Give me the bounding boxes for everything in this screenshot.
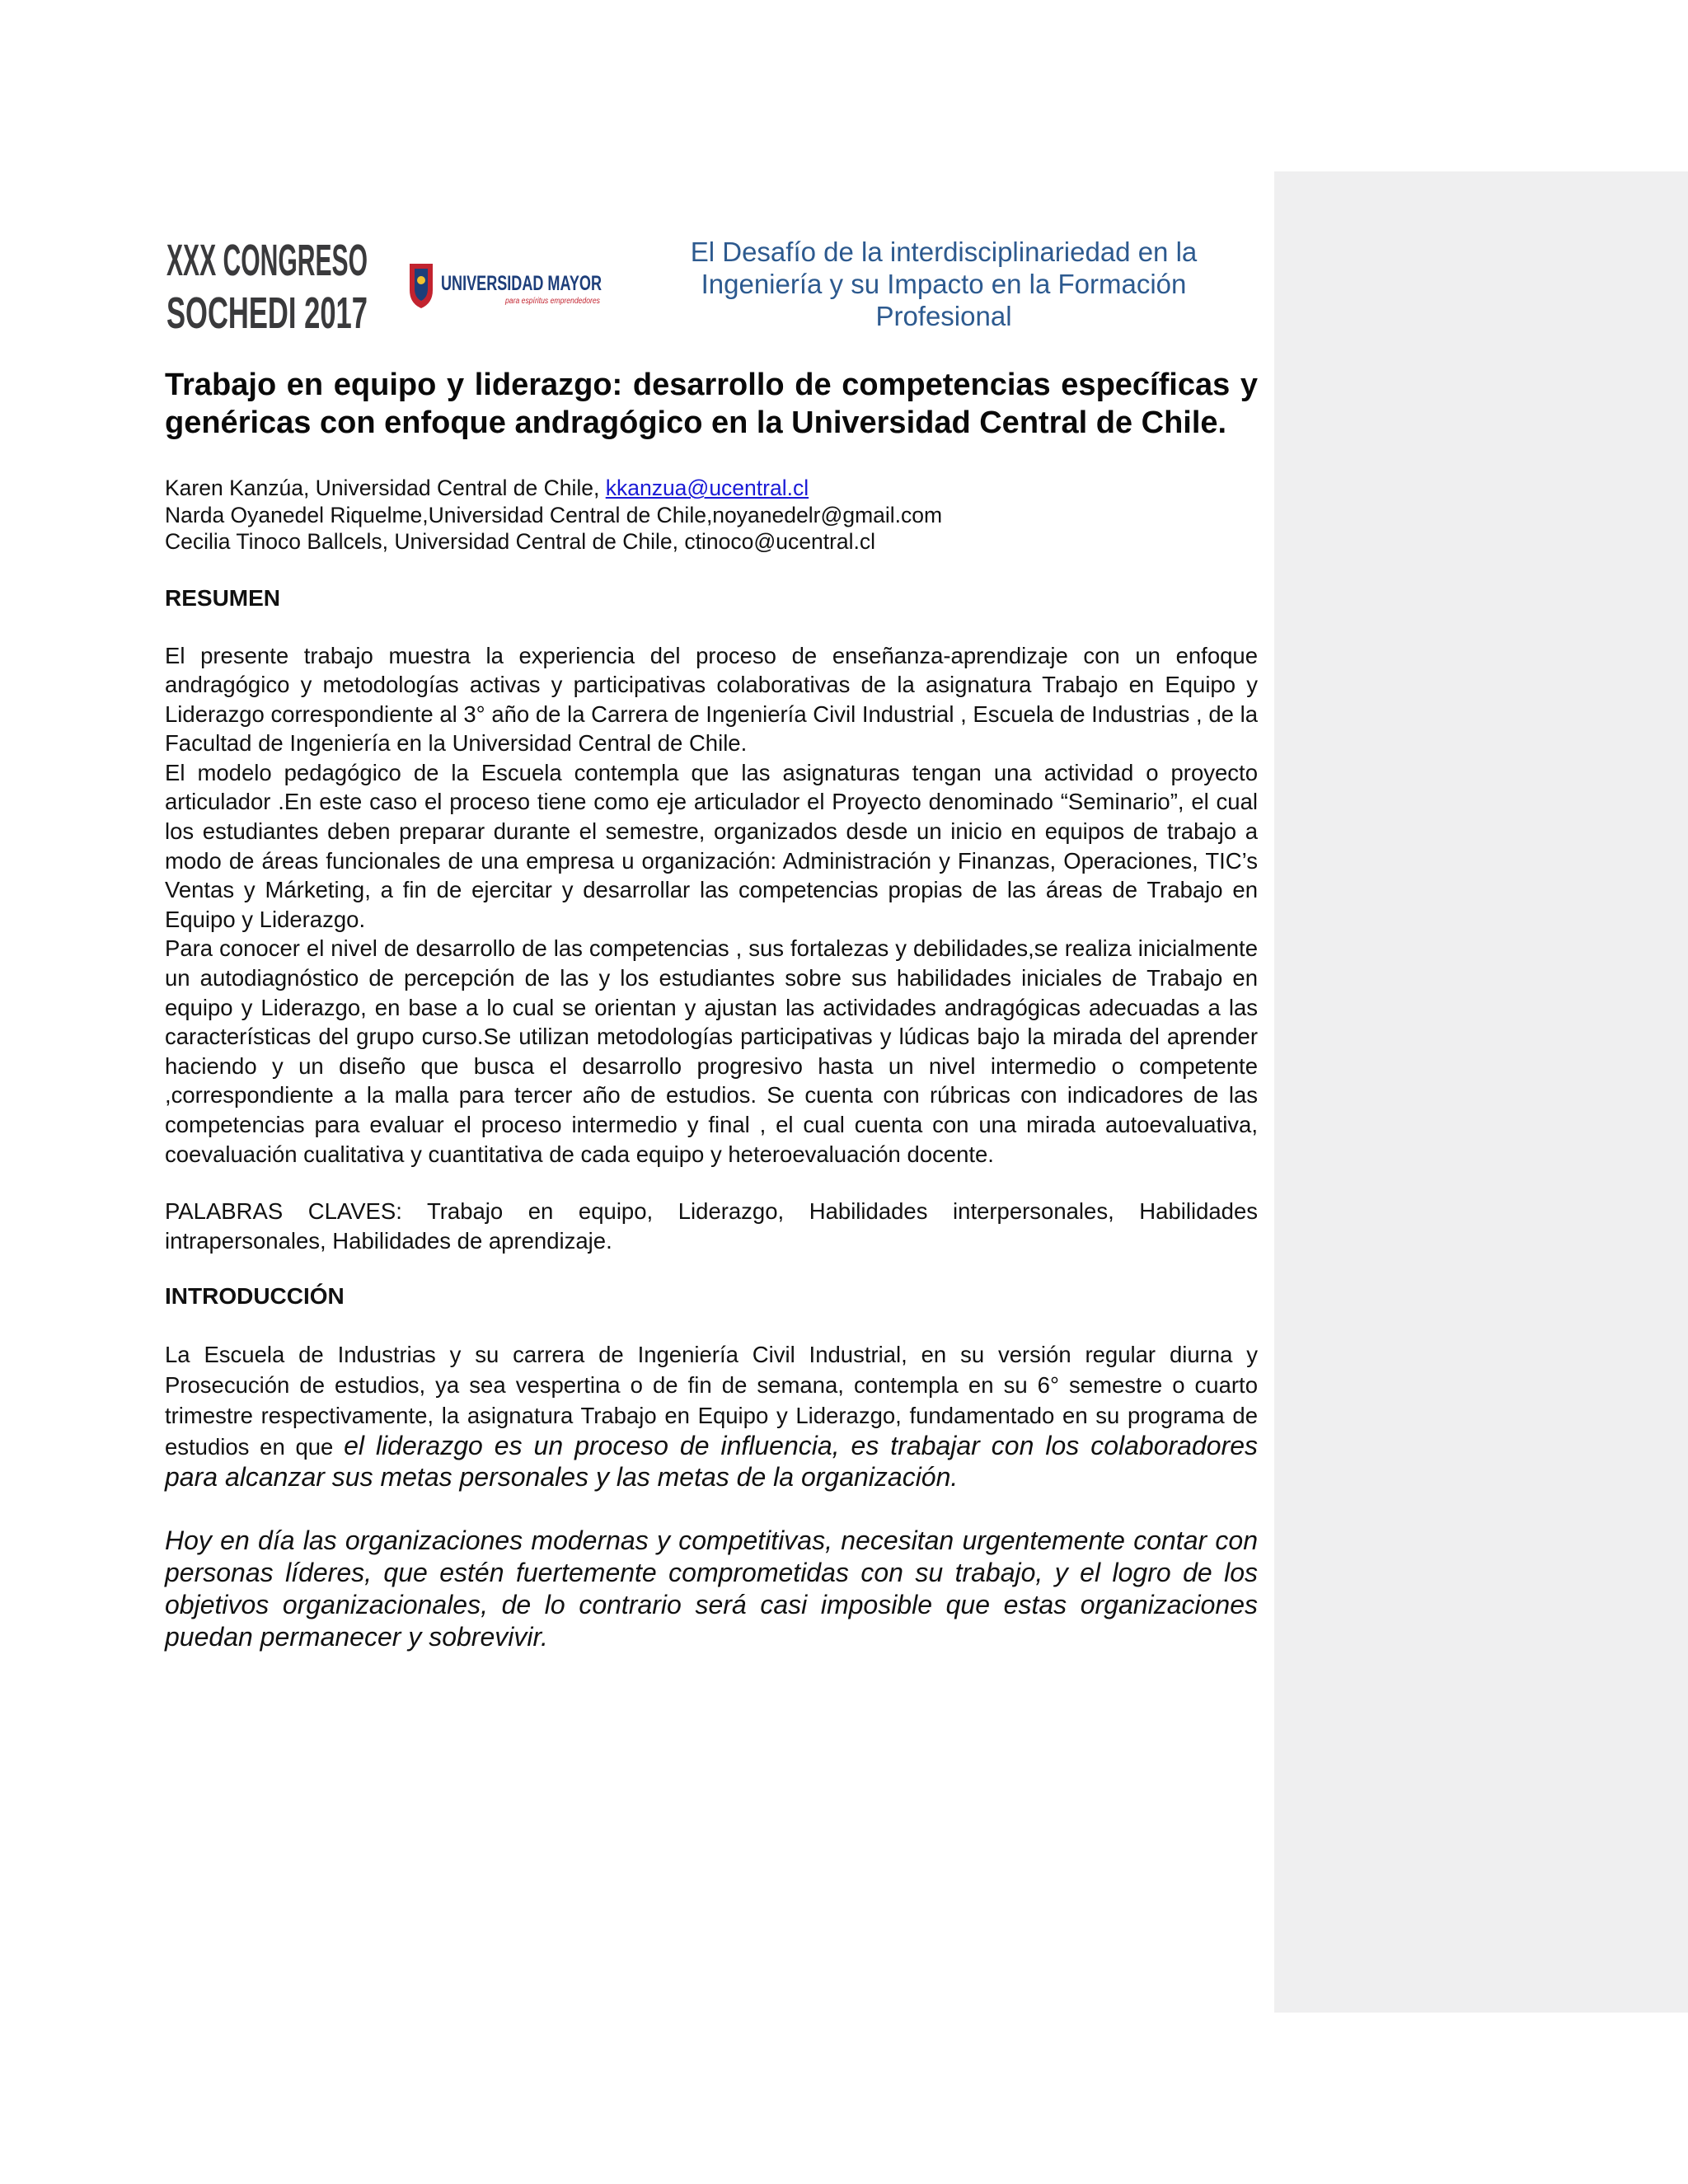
abstract-paragraph: El modelo pedagógico de la Escuela contempla que las asignaturas tengan una actividad o proyecto articulador .En este caso el proceso tiene como eje articulador el Proyecto denominado “Seminario”, el cual los estudiantes deben preparar durante el semestre, organizados desde un inicio en equipos de trabajo a modo de áreas funcionales de una empresa u organización: Administración y Finanzas, Operaciones, TIC’s Ventas y Márketing, a fin de ejercitar y desarrollar las competencias propias de las áreas de Trabajo en Equipo y Liderazgo. bbox=[165, 759, 1258, 932]
author-email-link[interactable]: kkanzua@ucentral.cl bbox=[605, 476, 809, 500]
abstract-paragraph: Para conocer el nivel de desarrollo de las competencias , sus fortalezas y debilidades,se realiza inicialmente un autodiagnóstico de percepción de las y los estudiantes sobre sus habilidades iniciales de Trabajo en equipo y Liderazgo, en base a lo cual se orientan y ajustan las actividades andragógicas adecuadas a las características del grupo curso.Se utilizan metodologías participativas y lúdicas bajo la mirada del aprender haciendo y un diseño que busca el desarrollo progresivo hasta un nivel intermedio o competente ,correspondiente a la malla para tercer año de estudios. Se cuenta con rúbricas con indicadores de las competencias para evaluar el proceso intermedio y final , el cual cuenta con una mirada autoevaluativa, coevaluación cualitativa y cuantitativa de cada equipo y heteroevaluación docente. bbox=[165, 935, 1258, 1167]
logo-congress-line2: SOCHEDI 2017 bbox=[166, 288, 368, 338]
introduction-quote: Hoy en día las organizaciones modernas y competitivas, necesitan urgentemente contar con personas líderes, que estén fuertemente comprometidas con su trabajo, y el logro de los objetivos organizacionales, de lo contrario será casi imposible que estas organizaciones puedan permanecer y sobrevivir. bbox=[165, 1526, 1258, 1652]
conference-theme-line: Profesional bbox=[875, 301, 1012, 331]
author-line: Narda Oyanedel Riquelme,Universidad Central de Chile,noyanedelr@gmail.com bbox=[165, 502, 943, 527]
introduction-italic-text: el liderazgo es un proceso de influencia, es trabajar con los colaboradores para alcanzar sus metas personales y las metas de la organización. bbox=[165, 1431, 1258, 1493]
conference-theme bbox=[626, 236, 1261, 332]
sochedi-congress-logo bbox=[165, 236, 371, 338]
abstract-heading: RESUMEN bbox=[165, 584, 281, 611]
keywords-paragraph: PALABRAS CLAVES: Trabajo en equipo, Liderazgo, Habilidades interpersonales, Habilidades intrapersonales, Habilidades de aprendizaje. bbox=[165, 1198, 1258, 1254]
author-affiliation: Karen Kanzúa, Universidad Central de Chile, bbox=[165, 476, 606, 500]
introduction-text bbox=[165, 1339, 1258, 1493]
comment-margin-panel bbox=[1274, 171, 1688, 2013]
introduction-heading: INTRODUCCIÓN bbox=[165, 1283, 345, 1310]
paper-title: Trabajo en equipo y liderazgo: desarrollo de competencias específicas y genéricas con enfoque andragógico en la Universidad Central de Chile. bbox=[165, 368, 1258, 440]
logo-congress-line1: XXX CONGRESO bbox=[166, 236, 368, 285]
conference-theme-line: Ingeniería y su Impacto en la Formación bbox=[701, 269, 1187, 299]
page-header bbox=[165, 236, 1261, 338]
conference-theme-line: El Desafío de la interdisciplinariedad en la bbox=[690, 237, 1198, 267]
universidad-mayor-logo bbox=[408, 260, 606, 310]
abstract-text bbox=[165, 641, 1258, 1169]
author-line bbox=[165, 475, 1258, 502]
logo-university-name: UNIVERSIDAD MAYOR bbox=[441, 272, 602, 295]
author-list bbox=[165, 475, 1258, 555]
paper-body bbox=[165, 366, 1258, 1680]
author-line: Cecilia Tinoco Ballcels, Universidad Central de Chile, ctinoco@ucentral.cl bbox=[165, 529, 876, 554]
abstract-paragraph: El presente trabajo muestra la experiencia del proceso de enseñanza-aprendizaje con un enfoque andragógico y metodologías activas y participativas colaborativas de la asignatura Trabajo en Equipo y Liderazgo correspondiente al 3° año de la Carrera de Ingeniería Civil Industrial , Escuela de Industrias , de la Facultad de Ingeniería en la Universidad Central de Chile. bbox=[165, 642, 1258, 757]
logo-university-tagline: para espíritus emprendedores bbox=[504, 297, 600, 306]
introduction-plain-text: La Escuela de Industrias y su carrera de Ingeniería Civil Industrial, en su versión regular diurna y Prosecución de estudios, ya sea vespertina o de fin de semana, contempla en su 6° semestre o cuarto trimestre respectivamente, la asignatura Trabajo en Equipo y Liderazgo, fundamentado en su programa de estudios en que bbox=[165, 1342, 1258, 1460]
